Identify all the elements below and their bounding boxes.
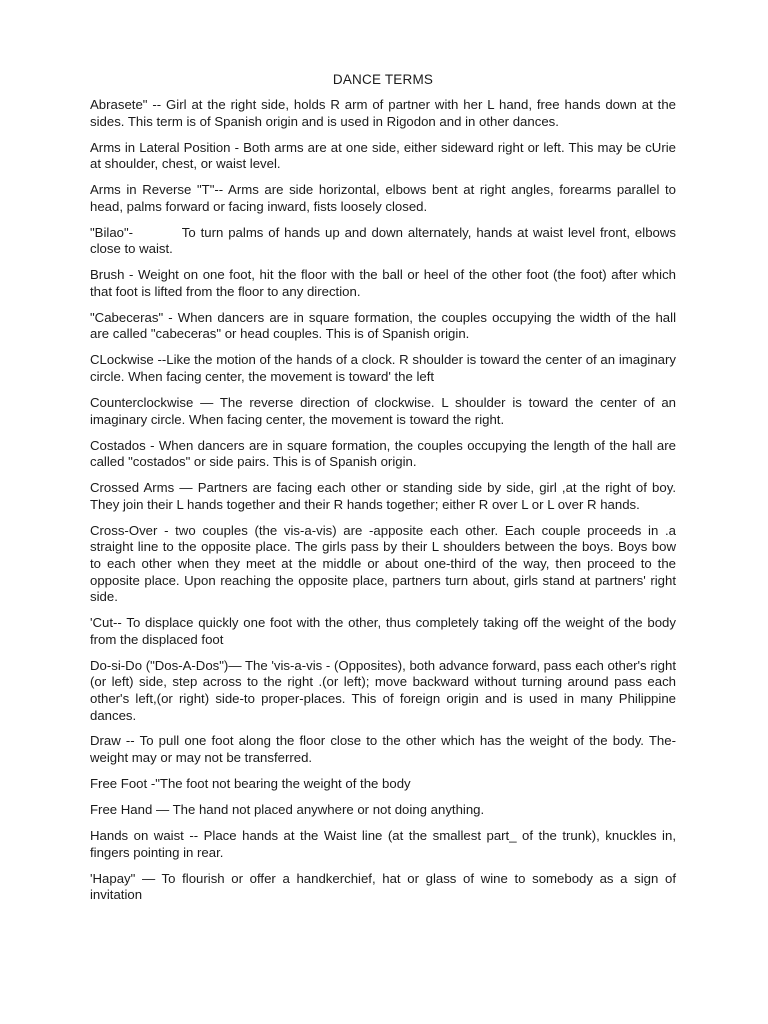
- term-draw: Draw -- To pull one foot along the floor close to the other which has the weight of the body. The- weight may or may not be transferred.: [90, 733, 676, 766]
- term-crossed-arms: Crossed Arms — Partners are facing each other or standing side by side, girl ,at the right of boy. They join their L hands together and their R hands together; either R over L or L over R hands.: [90, 480, 676, 512]
- term-costados: Costados - When dancers are in square formation, the couples occupying the length of the hall are called "costados" or side pairs. This is of Spanish origin.: [90, 437, 676, 470]
- term-cross-over: Cross-Over - two couples (the vis-a-vis) are -apposite each other. Each couple proceeds in .a straight line to the opposite place. The girls pass by their L shoulders between the boys. Boys bow to each other when they meet at the middle or about one-third of the way, then proceed to the opposite place. Upon reaching the opposite place, partners turn about, girls stand at partners' right side.: [90, 522, 676, 605]
- term-arms-lateral-position: Arms in Lateral Position - Both arms are at one side, either sideward right or left. This may be cUrie at shoulder, chest, or waist level.: [90, 139, 676, 172]
- term-do-si-do: Do-si-Do ("Dos-A-Dos")— The 'vis-a-vis - (Opposites), both advance forward, pass each other's right (or left) side, step across to the right .(or left); move backward without turning around pass each other's left,(or right) side-to proper-places. This of foreign origin and is used in many Philippine dances.: [90, 657, 676, 723]
- term-cut: 'Cut-- To displace quickly one foot with the other, thus completely taking off the weight of the body from the displaced foot: [90, 615, 676, 647]
- term-free-foot: Free Foot -"The foot not bearing the weight of the body: [90, 776, 411, 792]
- term-counterclockwise: Counterclockwise — The reverse direction of clockwise. L shoulder is toward the center of an imaginary circle. When facing center, the movement is toward the right.: [90, 395, 676, 427]
- term-clockwise: CLockwise --Like the motion of the hands of a clock. R shoulder is toward the center of an imaginary circle. When facing center, the movement is toward' the left: [90, 352, 676, 385]
- document-title: DANCE TERMS: [332, 72, 434, 87]
- term-free-hand: Free Hand — The hand not placed anywhere or not doing anything.: [90, 802, 485, 818]
- document-page: [90, 71, 680, 913]
- term-hands-on-waist: Hands on waist -- Place hands at the Waist line (at the smallest part_ of the trunk), knuckles in, fingers pointing in rear.: [90, 828, 676, 860]
- term-hapay: 'Hapay" — To flourish or offer a handkerchief, hat or glass of wine to somebody as a sign of invitation: [90, 870, 676, 903]
- term-arms-reverse-t: Arms in Reverse "T"-- Arms are side horizontal, elbows bent at right angles, forearms parallel to head, palms forward or facing inward, fists loosely closed.: [90, 182, 676, 214]
- term-bilao: "Bilao"- To turn palms of hands up and down alternately, hands at waist level front, elbows close to waist.: [90, 224, 680, 257]
- term-cabeceras: "Cabeceras" - When dancers are in square formation, the couples occupying the width of the hall are called "cabeceras" or head couples. This is of Spanish origin.: [90, 309, 676, 342]
- term-abrasete: Abrasete" -- Girl at the right side, holds R arm of partner with her L hand, free hands down at the sides. This term is of Spanish origin and is used in Rigodon and in other dances.: [90, 97, 676, 129]
- term-brush: Brush - Weight on one foot, hit the floor with the ball or heel of the other foot (the foot) after which that foot is lifted from the floor to any direction.: [90, 267, 676, 299]
